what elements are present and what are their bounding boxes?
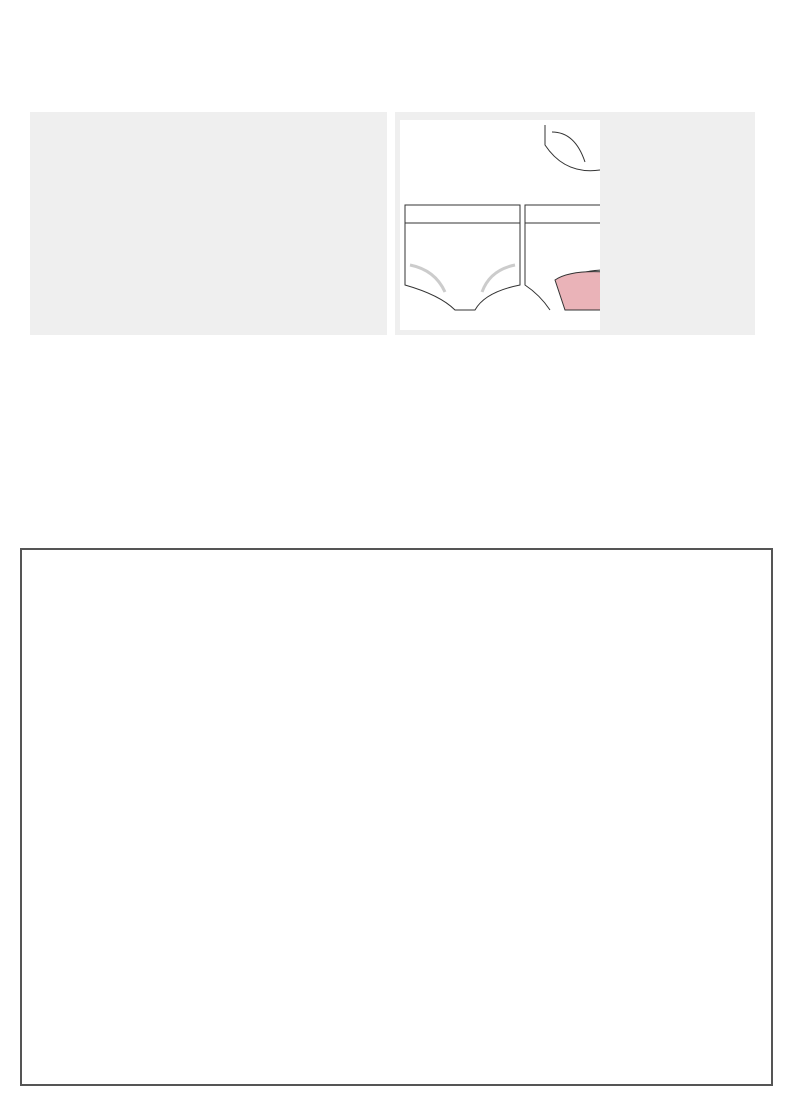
product-grid: [32, 118, 238, 330]
sample-panel: [395, 112, 755, 335]
quantity-table: [20, 548, 773, 1086]
existing-text: [248, 216, 383, 219]
existing-product-panel: [30, 112, 387, 335]
sample-text: [607, 216, 755, 219]
underwear-sketch-image: [400, 120, 600, 330]
underwear-sketch: [400, 120, 600, 330]
